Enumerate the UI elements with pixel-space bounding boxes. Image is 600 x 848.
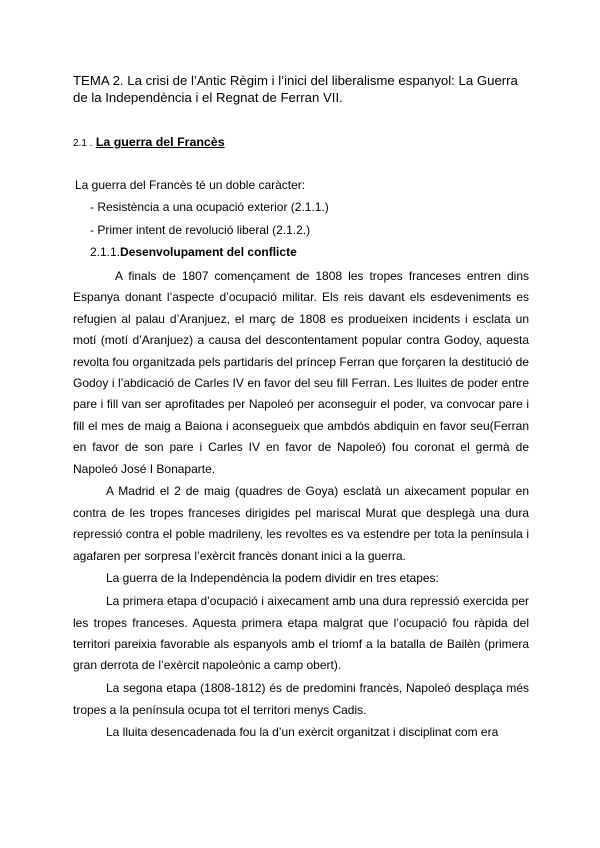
section-title: La guerra del Francès <box>95 135 225 149</box>
list-item: - Resistència a una ocupació exterior (2.1.1.) <box>90 200 329 214</box>
paragraph: La guerra de la Independència la podem dividir en tres etapes: <box>106 571 439 586</box>
section-number: 2.1 . <box>73 138 93 149</box>
subsection-heading <box>90 244 297 260</box>
section-heading <box>73 134 225 152</box>
paragraph: A Madrid el 2 de maig (quadres de Goya) esclatà un aixecament popular en contra de les tropes franceses dirigides pel mariscal Murat que desplegà una dura repressió contra el poble madrileny, les revoltes es va estendre per tota la península i agafaren per sorpresa l’exèrcit francès donant inici a la guerra. <box>73 484 529 563</box>
bullet-list <box>90 199 329 245</box>
paragraph: La primera etapa d’ocupació i aixecament amb una dura repressió exercida per les tropes franceses. Aquesta primera etapa malgrat que l’ocupació fou ràpida del territori pareixia favorable als espanyols amb el triomf a la batalla de Bailèn (primera gran derrota de l’exèrcit napoleònic a camp obert). <box>73 594 529 673</box>
subsection-title: Desenvolupament del conflicte <box>120 245 297 259</box>
paragraph: A finals de 1807 començament de 1808 les tropes franceses entren dins Espanya donant l’aspecte d’ocupació militar. Els reis davant els esdeveniments es refugien al palau d’Aranjuez, el març de 1808 es produeixen incidents i esclata un motí (motí d’Aranjuez) a causa del descontentament popular contra Godoy, aquesta revolta fou organitzada pels partidaris del príncep Ferran que forçaren la destitució de Godoy i l’abdicació de Carles IV en favor del seu fill Ferran. Les lluites de poder entre pare i fill van ser aprofitades per Napoleó per aconseguir el poder, va convocar pare i fill el mes de maig a Baiona i aconsegueix que ambdós abdiquin en favor seu(Ferran en favor de son pare i Carles IV en favor de Napoleó) fou coronat el germà de Napoleó José I Bonaparte. <box>73 269 529 476</box>
paragraph: La segona etapa (1808-1812) és de predomini francès, Napoleó desplaça més tropes a la península ocupa tot el territori menys Cadis. <box>73 681 529 717</box>
body-text <box>73 266 529 745</box>
document-title: TEMA 2. La crisi de l’Antic Règim i l’inici del liberalisme espanyol: La Guerra de la Independència i el Regnat de Ferran VII. <box>73 73 518 105</box>
intro-text: La guerra del Francès té un doble caràcter: <box>75 178 306 192</box>
subsection-number: 2.1.1. <box>90 245 121 259</box>
list-item: - Primer intent de revolució liberal (2.1.2.) <box>90 223 311 237</box>
paragraph: La lluita desencadenada fou la d’un exèrcit organitzat i disciplinat com era <box>106 725 499 740</box>
